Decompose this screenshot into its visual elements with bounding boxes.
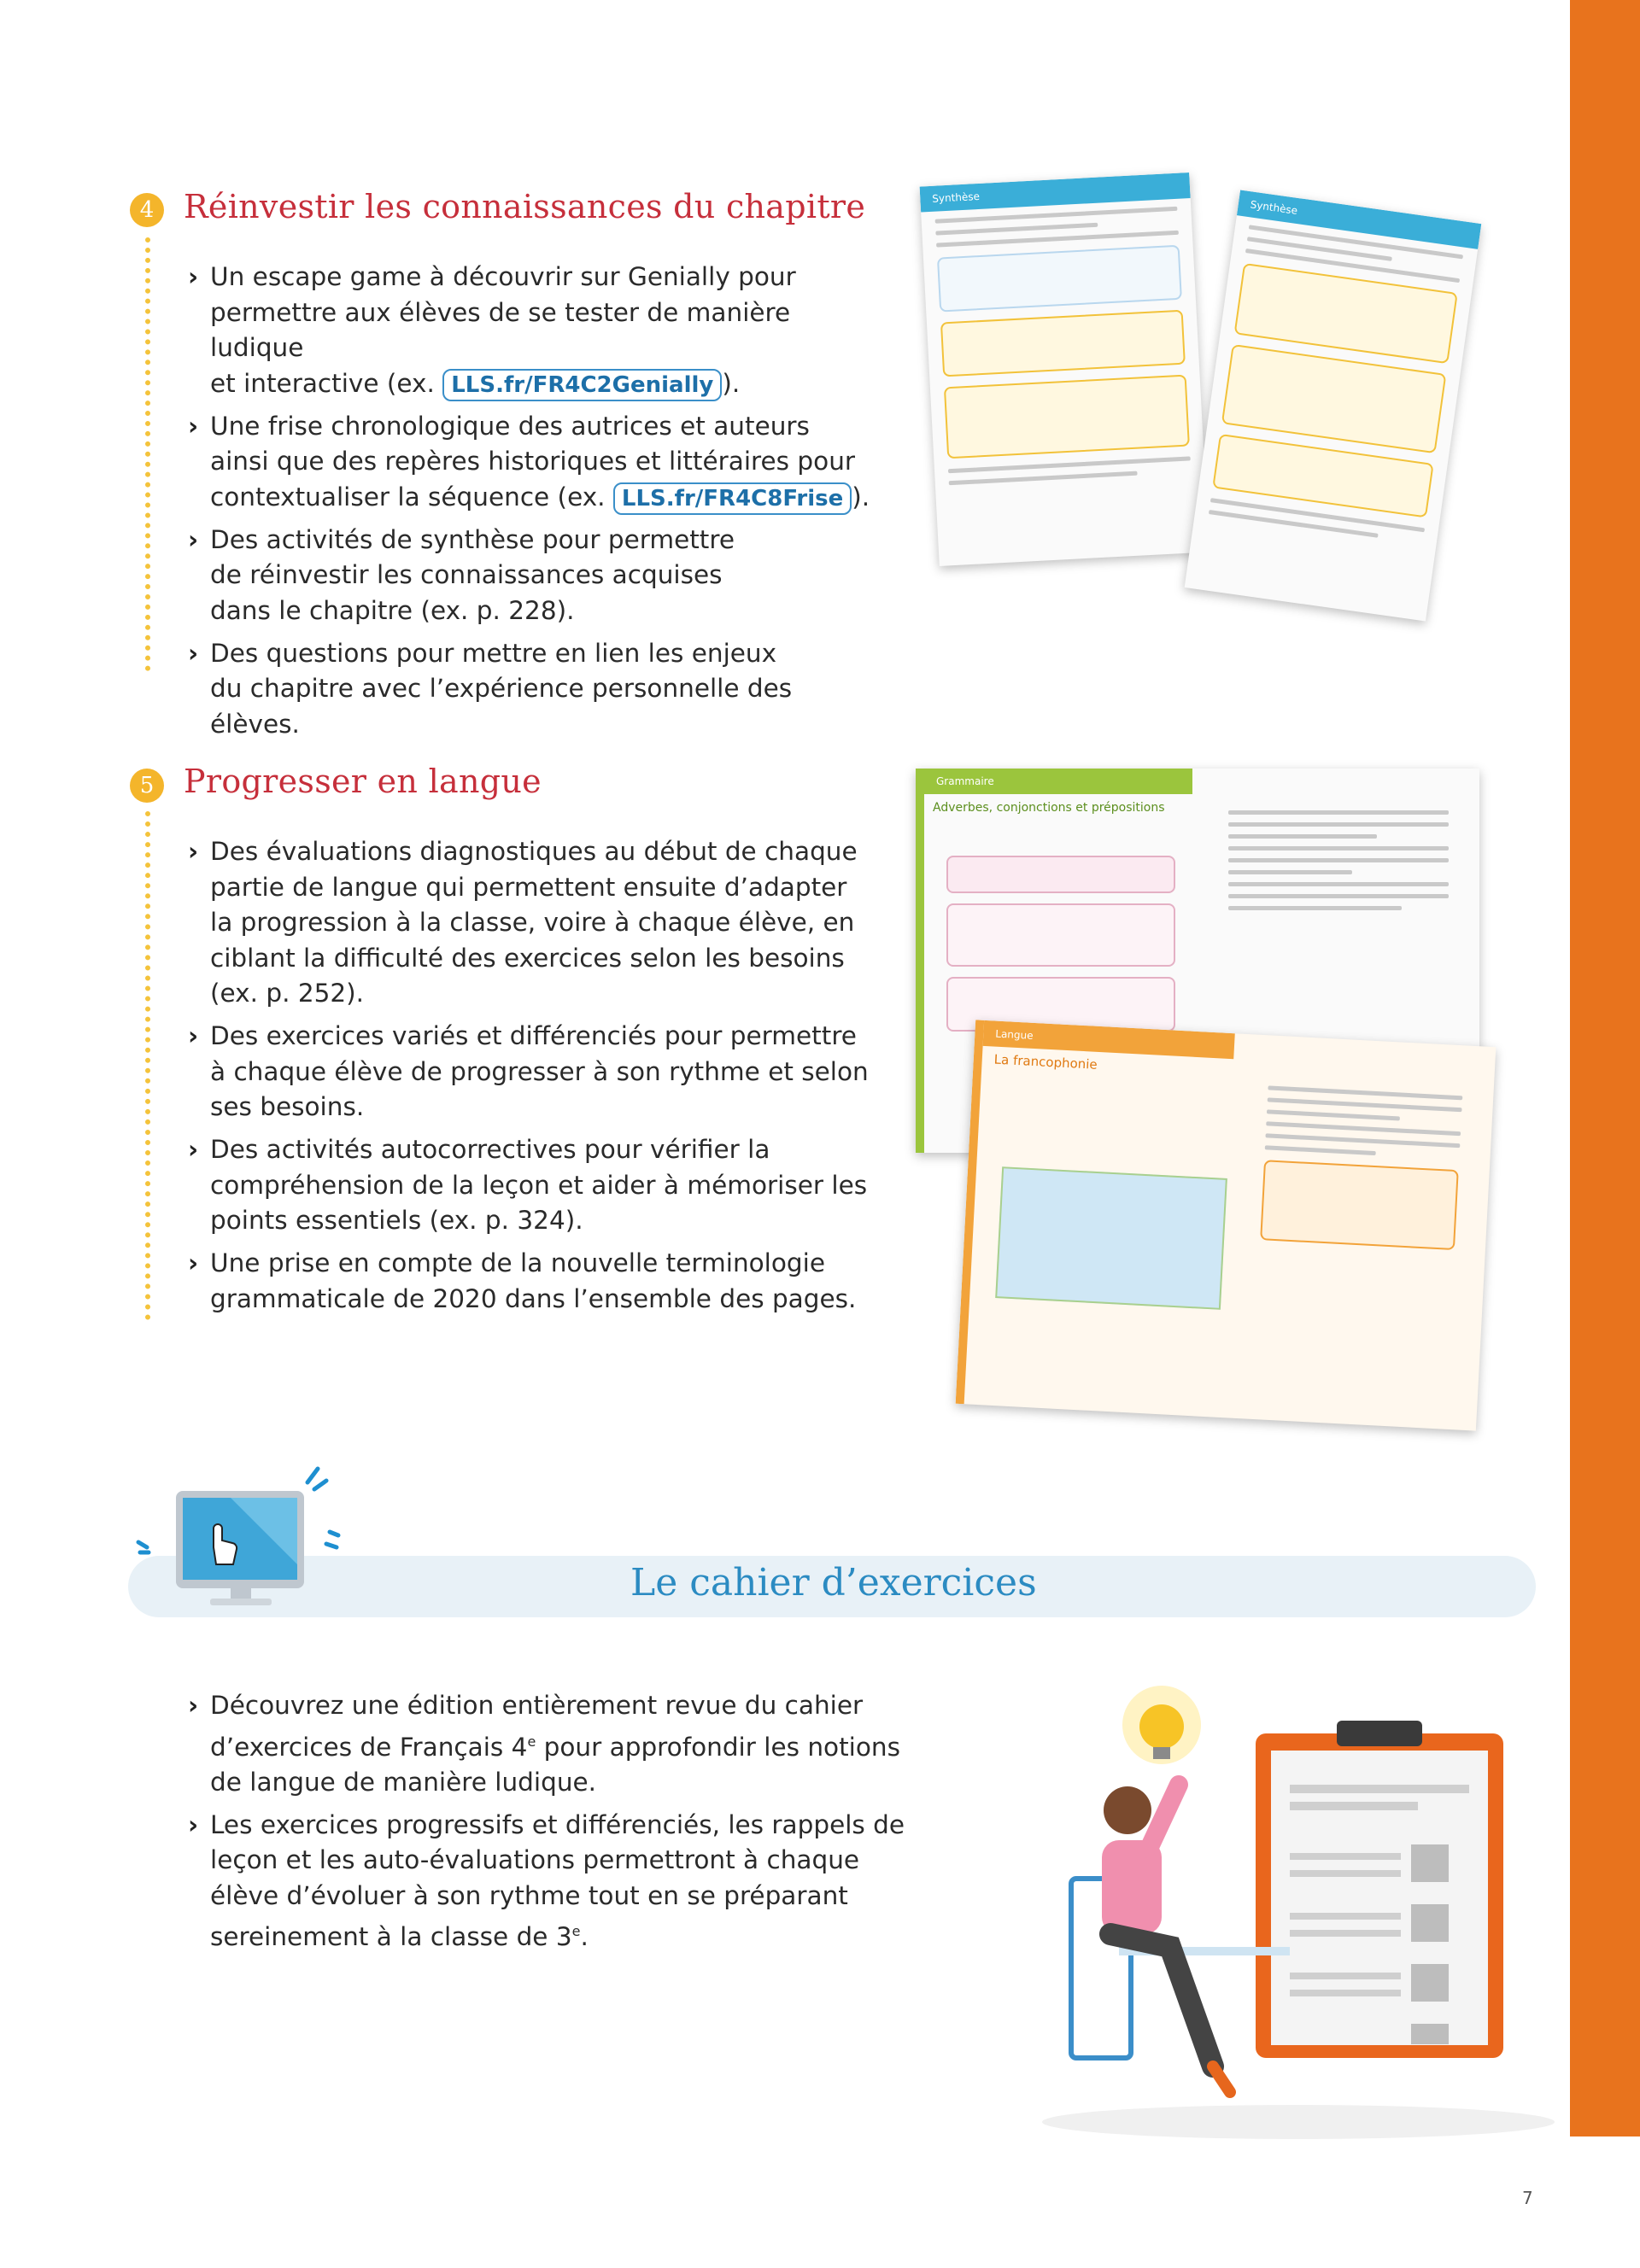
list-item: › Des activités autocorrectives pour vérifier la compréhension de la leçon et aider à mémoriser les points essentiels (ex. p. 324). — [188, 1132, 888, 1239]
chevron-right-icon: › — [188, 1248, 199, 1277]
chevron-right-icon: › — [188, 1691, 199, 1720]
list-item: › Découvrez une édition entièrement revue du cahier d’exercices de Français 4e pour approfondir les notions de langue de manière ludique. — [188, 1688, 905, 1800]
grammaire-page-thumbnail: Grammaire Adverbes, conjonctions et prépositions — [916, 769, 1479, 1153]
list-item: › Un escape game à découvrir sur Genially pour permettre aux élèves de se tester de manière ludique et interactive (ex. LLS.fr/FR4C2Genially ). — [188, 260, 888, 401]
chevron-right-icon: › — [188, 524, 199, 554]
synthese-page-thumbnail: Synthèse — [920, 172, 1210, 566]
dotted-guide — [145, 237, 150, 671]
student-clipboard-illustration — [1016, 1665, 1563, 2143]
chevron-right-icon: › — [188, 1809, 199, 1839]
list-item: › Des exercices variés et différenciés pour permettre à chaque élève de progresser à son rythme et selon ses besoins. — [188, 1019, 888, 1125]
computer-icon — [128, 1462, 350, 1616]
chevron-right-icon: › — [188, 1021, 199, 1050]
chevron-right-icon: › — [188, 262, 199, 291]
chevron-right-icon: › — [188, 411, 199, 441]
chevron-right-icon: › — [188, 638, 199, 668]
section-bullet-list — [188, 260, 888, 750]
genially-link[interactable]: LLS.fr/FR4C2Genially — [442, 369, 722, 401]
francophonie-page-thumbnail: Langue La francophonie — [956, 1020, 1496, 1430]
list-item: › Une prise en compte de la nouvelle terminologie grammaticale de 2020 dans l’ensemble des pages. — [188, 1246, 888, 1317]
section-number-badge: 4 — [130, 193, 164, 227]
list-item: › Des questions pour mettre en lien les enjeux du chapitre avec l’expérience personnelle des élèves. — [188, 636, 888, 743]
section-number-badge: 5 — [130, 769, 164, 803]
chevron-right-icon: › — [188, 837, 199, 866]
cahier-title: Le cahier d’exercices — [630, 1561, 1037, 1605]
page-number: 7 — [1522, 2188, 1533, 2208]
list-item: › Des évaluations diagnostiques au début de chaque partie de langue qui permettent ensuite d’adapter la progression à la classe, voire à chaque élève, en ciblant la difficulté des exercices selon les besoins (ex. p. 252). — [188, 834, 888, 1012]
list-item: › Les exercices progressifs et différenciés, les rappels de leçon et les auto-évaluations permettront à chaque élève d’évoluer à son rythme tout en se préparant sereinement à la classe de 3e. — [188, 1808, 905, 1955]
frise-link[interactable]: LLS.fr/FR4C8Frise — [613, 482, 852, 515]
cahier-bullet-list — [188, 1688, 905, 1962]
dotted-guide — [145, 811, 150, 1320]
section-bullet-list — [188, 834, 888, 1324]
section-title: Progresser en langue — [184, 763, 542, 800]
chevron-right-icon: › — [188, 1135, 199, 1164]
synthese-page-thumbnail: Synthèse — [1185, 190, 1482, 621]
side-orange-bar — [1570, 0, 1640, 2136]
section-title: Réinvestir les connaissances du chapitre — [184, 188, 866, 225]
list-item: › Une frise chronologique des autrices et auteurs ainsi que des repères historiques et littéraires pour contextualiser la séquence (ex. LLS.fr/FR4C8Frise ). — [188, 409, 888, 516]
list-item: › Des activités de synthèse pour permettre de réinvestir les connaissances acquises dans le chapitre (ex. p. 228). — [188, 523, 888, 629]
